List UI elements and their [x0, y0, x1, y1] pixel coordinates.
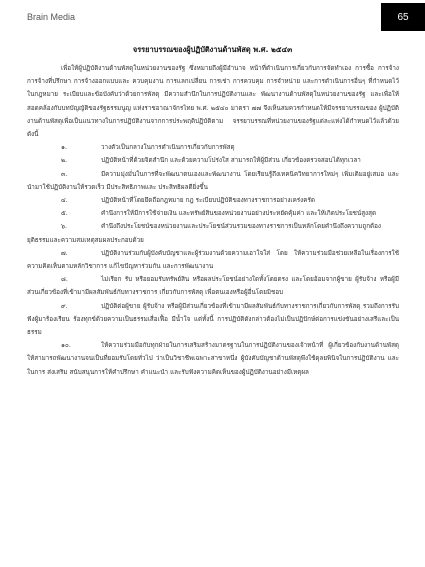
brand-name: Brain Media — [27, 12, 76, 22]
item-text: ปฏิบัติหน้าที่ด้วยจิตสำนึก และด้วยความโปร่งใส สามารถให้ผู้มีส่วน เกี่ยวข้องตรวจสอบได้ทุกเวลา — [101, 157, 361, 165]
list-item — [27, 247, 399, 273]
list-item — [27, 300, 399, 340]
item-text: ปฏิบัติหน้าที่โดยยึดถือกฎหมาย กฎ ระเบียบปฏิบัติของทางราชการอย่างเคร่งครัด — [101, 197, 315, 205]
item-number: ๓. — [61, 170, 68, 178]
item-text: ไม่เรียก รับ หรือยอมรับทรัพย์สิน หรือผลประโยชน์อย่างใดทั้งโดยตรง และโดยอ้อมจากผู้ขาย ผู้รับจ้าง หรือผู้มีส่วนเกี่ยวข้องที่เข้ามามีผลสัมพันธ์กับทางราชการ เกี่ยวกับการพัสดุ เพื่อตนเองหรือผู้อื่นโดยมิชอบ — [27, 276, 399, 297]
item-text: ปฏิบัติงานร่วมกับผู้บังคับบัญชาและผู้ร่วมงานด้วยความเอาใจใส่ โดย ให้ความร่วมมือช่วยเหลือในเรื่องการใช้ความคิดเห็นตามหลักวิชาการ แก้ไขปัญหาร่วมกัน และการพัฒนางาน — [27, 249, 399, 271]
item-text: คำนึงถึงประโยชน์ของหน่วยงานและประโยชน์ส่วนรวมของทางราชการเป็นหลักโดยคำนึงถึงความถูกต้อง ยุติธรรมและความสมเหตุสมผลประกอบด้วย — [27, 223, 381, 244]
item-text: คำนึงการให้มีการใช้จ่ายเงิน และทรัพย์สินของหน่วยงานอย่างประหยัดคุ้มค่า และให้เกิดประโยชน์สูงสุด — [101, 210, 377, 218]
list-item — [27, 154, 399, 167]
list-item — [27, 220, 399, 246]
item-number: ๕. — [61, 210, 68, 218]
item-number: ๖. — [61, 223, 67, 231]
page-number: 65 — [381, 3, 425, 31]
document-body — [27, 62, 399, 379]
intro-paragraph: เพื่อให้ผู้ปฏิบัติงานด้านพัสดุในหน่วยงานของรัฐ ซึ่งหมายถึงผู้มีอำนาจ หน้าที่ดำเนินการเกี่ยวกับการจัดทำเอง การซื้อ การจ้าง การจ้างที่ปรึกษา การจ้างออกแบบและ ควบคุมงาน การแลกเปลี่ยน การเช่า การควบคุม การจำหน่าย และการดำเนินการอื่นๆ ที่กำหนดไว้ในกฎหมาย ระเบียบและข้อบังคับว่าด้วยการพัสดุ มีความสำนึกในการปฏิบัติงานและ พัฒนางานด้านพัสดุในหน่วยงานของรัฐ และเพื่อให้สอดคล้องกับบทบัญญัติของรัฐธรรมนูญ แห่งราชอาณาจักรไทย พ.ศ. ๒๕๔๐ มาตรา ๗๗ จึงเห็นสมควรกำหนดให้มีจรรยาบรรณของ ผู้ปฏิบัติงานด้านพัสดุเพื่อเป็นแนวทางในการปฏิบัติงานจากการประพฤติปฏิบัติตาม จรรยาบรรณที่หน่วยงานของรัฐแต่ละแห่งได้กำหนดไว้แล้วด้วย ดังนี้ — [27, 65, 399, 139]
list-item — [27, 273, 399, 299]
item-number: ๗. — [61, 249, 68, 257]
item-number: ๔. — [61, 197, 68, 205]
list-item — [27, 194, 399, 207]
list-item — [27, 339, 399, 379]
item-text: วางตัวเป็นกลางในการดำเนินการเกี่ยวกับการพัสดุ — [101, 144, 235, 152]
list-item — [27, 168, 399, 194]
document-title: จรรยาบรรณของผู้ปฏิบัติงานด้านพัสดุ พ.ศ. ๒๕๔๓ — [132, 45, 293, 54]
item-number: ๑๐. — [61, 342, 71, 350]
item-number: ๘. — [61, 276, 68, 284]
list-item — [27, 207, 399, 220]
list-item — [27, 141, 399, 154]
page-header — [0, 0, 425, 36]
item-number: ๒. — [61, 157, 68, 165]
item-number: ๙. — [61, 302, 68, 310]
item-text: มีความมุ่งมั่นในการที่จะพัฒนาตนเองและพัฒนางาน โดยเรียนรู้ถึงเทคนิควิทยาการใหม่ๆ เพิ่มเติมอยู่เสมอ และนำมาใช้ปฏิบัติงานให้รวดเร็ว มีประสิทธิภาพและ ประสิทธิผลดียิ่งขึ้น — [27, 170, 399, 191]
item-text: ให้ความร่วมมือกับทุกฝ่ายในการเสริมสร้างมาตรฐานในการปฏิบัติงานของเจ้าหน้าที่ ผู้เกี่ยวข้องกับงานด้านพัสดุ ให้สามารถพัฒนางานจนเป็นที่ยอมรับโดยทั่วไป ว่าเป็นวิชาชีพเฉพาะสาขาหนึ่ง ผู้บังคับบัญชาด้านพัสดุพึงใช้ดุลยพินิจในการปฏิบัติงาน และในการ ส่งเสริม สนับสนุนการให้คำปรึกษา คำแนะนำ และรับฟังความคิดเห็นของผู้ปฏิบัติงานอย่างมีเหตุผล — [27, 342, 399, 376]
item-text: ปฏิบัติต่อผู้ขาย ผู้รับจ้าง หรือผู้มีส่วนเกี่ยวข้องที่เข้ามามีผลสัมพันธ์กับทางราชการเกี่ยวกับการพัสดุ รวมถึงการรับฟังผู้มาร้องเรียน ร้องทุกข์ด้วยความเป็นธรรมเสื่อเฟื้อ มีน้ำใจ แต่ทั้งนี้ การปฏิบัติดังกล่าวต้องไม่เป็นปฏิปักษ์ต่อการแข่งขันอย่างเสรีและเป็นธรรม — [27, 302, 399, 337]
item-number: ๑. — [61, 144, 67, 152]
